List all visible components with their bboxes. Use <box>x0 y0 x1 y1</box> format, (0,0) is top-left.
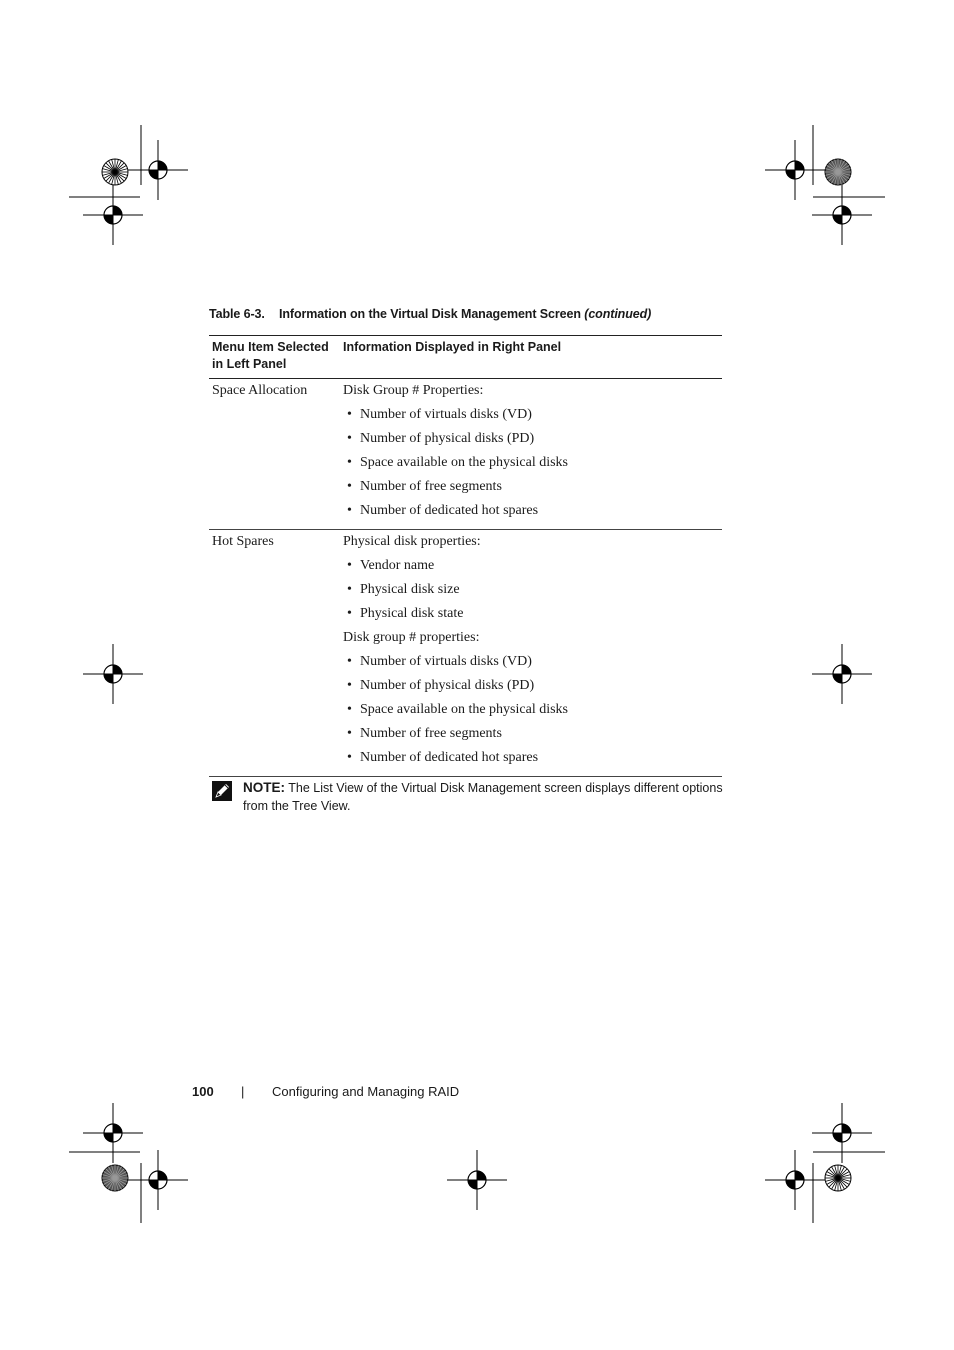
crop-line <box>812 124 814 186</box>
note-block <box>209 779 729 815</box>
bullet-item <box>343 605 722 629</box>
crop-line <box>68 1151 141 1153</box>
header-info-displayed: Information Displayed in Right Panel <box>343 340 562 354</box>
menu-item-cell: Space Allocation <box>212 383 308 398</box>
info-cell <box>343 530 722 776</box>
note-label: NOTE: <box>243 780 285 795</box>
line-text: Disk group # properties: <box>343 630 480 645</box>
table-number: Table 6-3. <box>209 307 265 321</box>
note-text-part: . <box>347 799 351 813</box>
note-text-part: of the <box>366 781 398 795</box>
registration-dial-icon <box>100 157 130 187</box>
table-row <box>209 530 722 777</box>
subheading <box>343 629 722 653</box>
line-text: Number of dedicated hot spares <box>360 503 539 518</box>
crop-registration-mark-icon <box>812 185 872 245</box>
bullet-icon: • <box>347 654 352 669</box>
table-continued: (continued) <box>584 307 652 321</box>
bullet-icon: • <box>347 431 352 446</box>
line-text: Space available on the physical disks <box>360 455 568 470</box>
bullet-icon: • <box>347 558 352 573</box>
crop-registration-mark-icon <box>83 185 143 245</box>
info-cell <box>343 379 722 529</box>
header-menu-item: Menu Item Selected in Left Panel <box>212 340 329 371</box>
table-row <box>209 379 722 530</box>
line-text: Physical disk size <box>360 582 460 597</box>
crop-line <box>812 1162 814 1224</box>
bullet-item <box>343 557 722 581</box>
note-text-part: screen displays different options from the <box>243 781 723 813</box>
menu-item-cell: Hot Spares <box>212 534 274 549</box>
bullet-item <box>343 725 722 749</box>
line-text: Space available on the physical disks <box>360 702 568 717</box>
line-text: Number of virtuals disks (VD) <box>360 654 532 669</box>
note-term-tree-view: Tree View <box>292 799 347 813</box>
bullet-item <box>343 581 722 605</box>
bullet-item <box>343 701 722 725</box>
bullet-item <box>343 406 722 430</box>
note-term-list-view: List View <box>313 781 364 795</box>
crop-line <box>140 1162 142 1224</box>
table-caption <box>209 307 651 321</box>
registration-dial-icon <box>823 1163 853 1193</box>
bullet-icon: • <box>347 606 352 621</box>
subheading <box>343 382 722 406</box>
bullet-icon: • <box>347 455 352 470</box>
page-number: 100 <box>192 1084 214 1099</box>
line-text: Physical disk state <box>360 606 464 621</box>
bullet-item <box>343 478 722 502</box>
crop-line <box>812 196 886 198</box>
note-pencil-icon <box>212 781 232 801</box>
table-header <box>209 335 722 379</box>
bullet-icon: • <box>347 750 352 765</box>
crop-registration-mark-icon <box>812 644 872 704</box>
bullet-item <box>343 430 722 454</box>
line-text: Vendor name <box>360 558 435 573</box>
note-text-part: The <box>288 781 310 795</box>
line-text: Physical disk properties: <box>343 534 481 549</box>
bullet-icon: • <box>347 702 352 717</box>
line-text: Number of free segments <box>360 726 502 741</box>
bullet-icon: • <box>347 678 352 693</box>
bullet-icon: • <box>347 407 352 422</box>
line-text: Number of virtuals disks (VD) <box>360 407 532 422</box>
footer-section-title: Configuring and Managing RAID <box>272 1084 460 1099</box>
info-table <box>209 335 722 777</box>
line-text: Number of free segments <box>360 479 502 494</box>
bullet-item <box>343 677 722 701</box>
line-text: Number of physical disks (PD) <box>360 678 535 693</box>
note-term-virtual-disk-management: Virtual Disk Management <box>401 781 541 795</box>
bullet-icon: • <box>347 726 352 741</box>
bullet-item <box>343 749 722 773</box>
registration-dial-icon <box>100 1163 130 1193</box>
bullet-icon: • <box>347 503 352 518</box>
crop-registration-mark-icon <box>128 1150 188 1210</box>
crop-registration-mark-icon <box>765 1150 825 1210</box>
note-text <box>243 779 729 815</box>
crop-registration-mark-icon <box>83 644 143 704</box>
bullet-item <box>343 653 722 677</box>
line-text: Disk Group # Properties: <box>343 383 484 398</box>
table-title: Information on the Virtual Disk Management Screen <box>279 307 581 321</box>
crop-line <box>812 1151 886 1153</box>
bullet-icon: • <box>347 582 352 597</box>
subheading <box>343 533 722 557</box>
footer-separator: | <box>241 1084 245 1099</box>
line-text: Number of physical disks (PD) <box>360 431 535 446</box>
bullet-icon: • <box>347 479 352 494</box>
line-text: Number of dedicated hot spares <box>360 750 539 765</box>
bullet-item <box>343 454 722 478</box>
crop-registration-mark-icon <box>447 1150 507 1210</box>
bullet-item <box>343 502 722 526</box>
crop-line <box>140 124 142 186</box>
crop-line <box>68 196 141 198</box>
registration-dial-icon <box>823 157 853 187</box>
